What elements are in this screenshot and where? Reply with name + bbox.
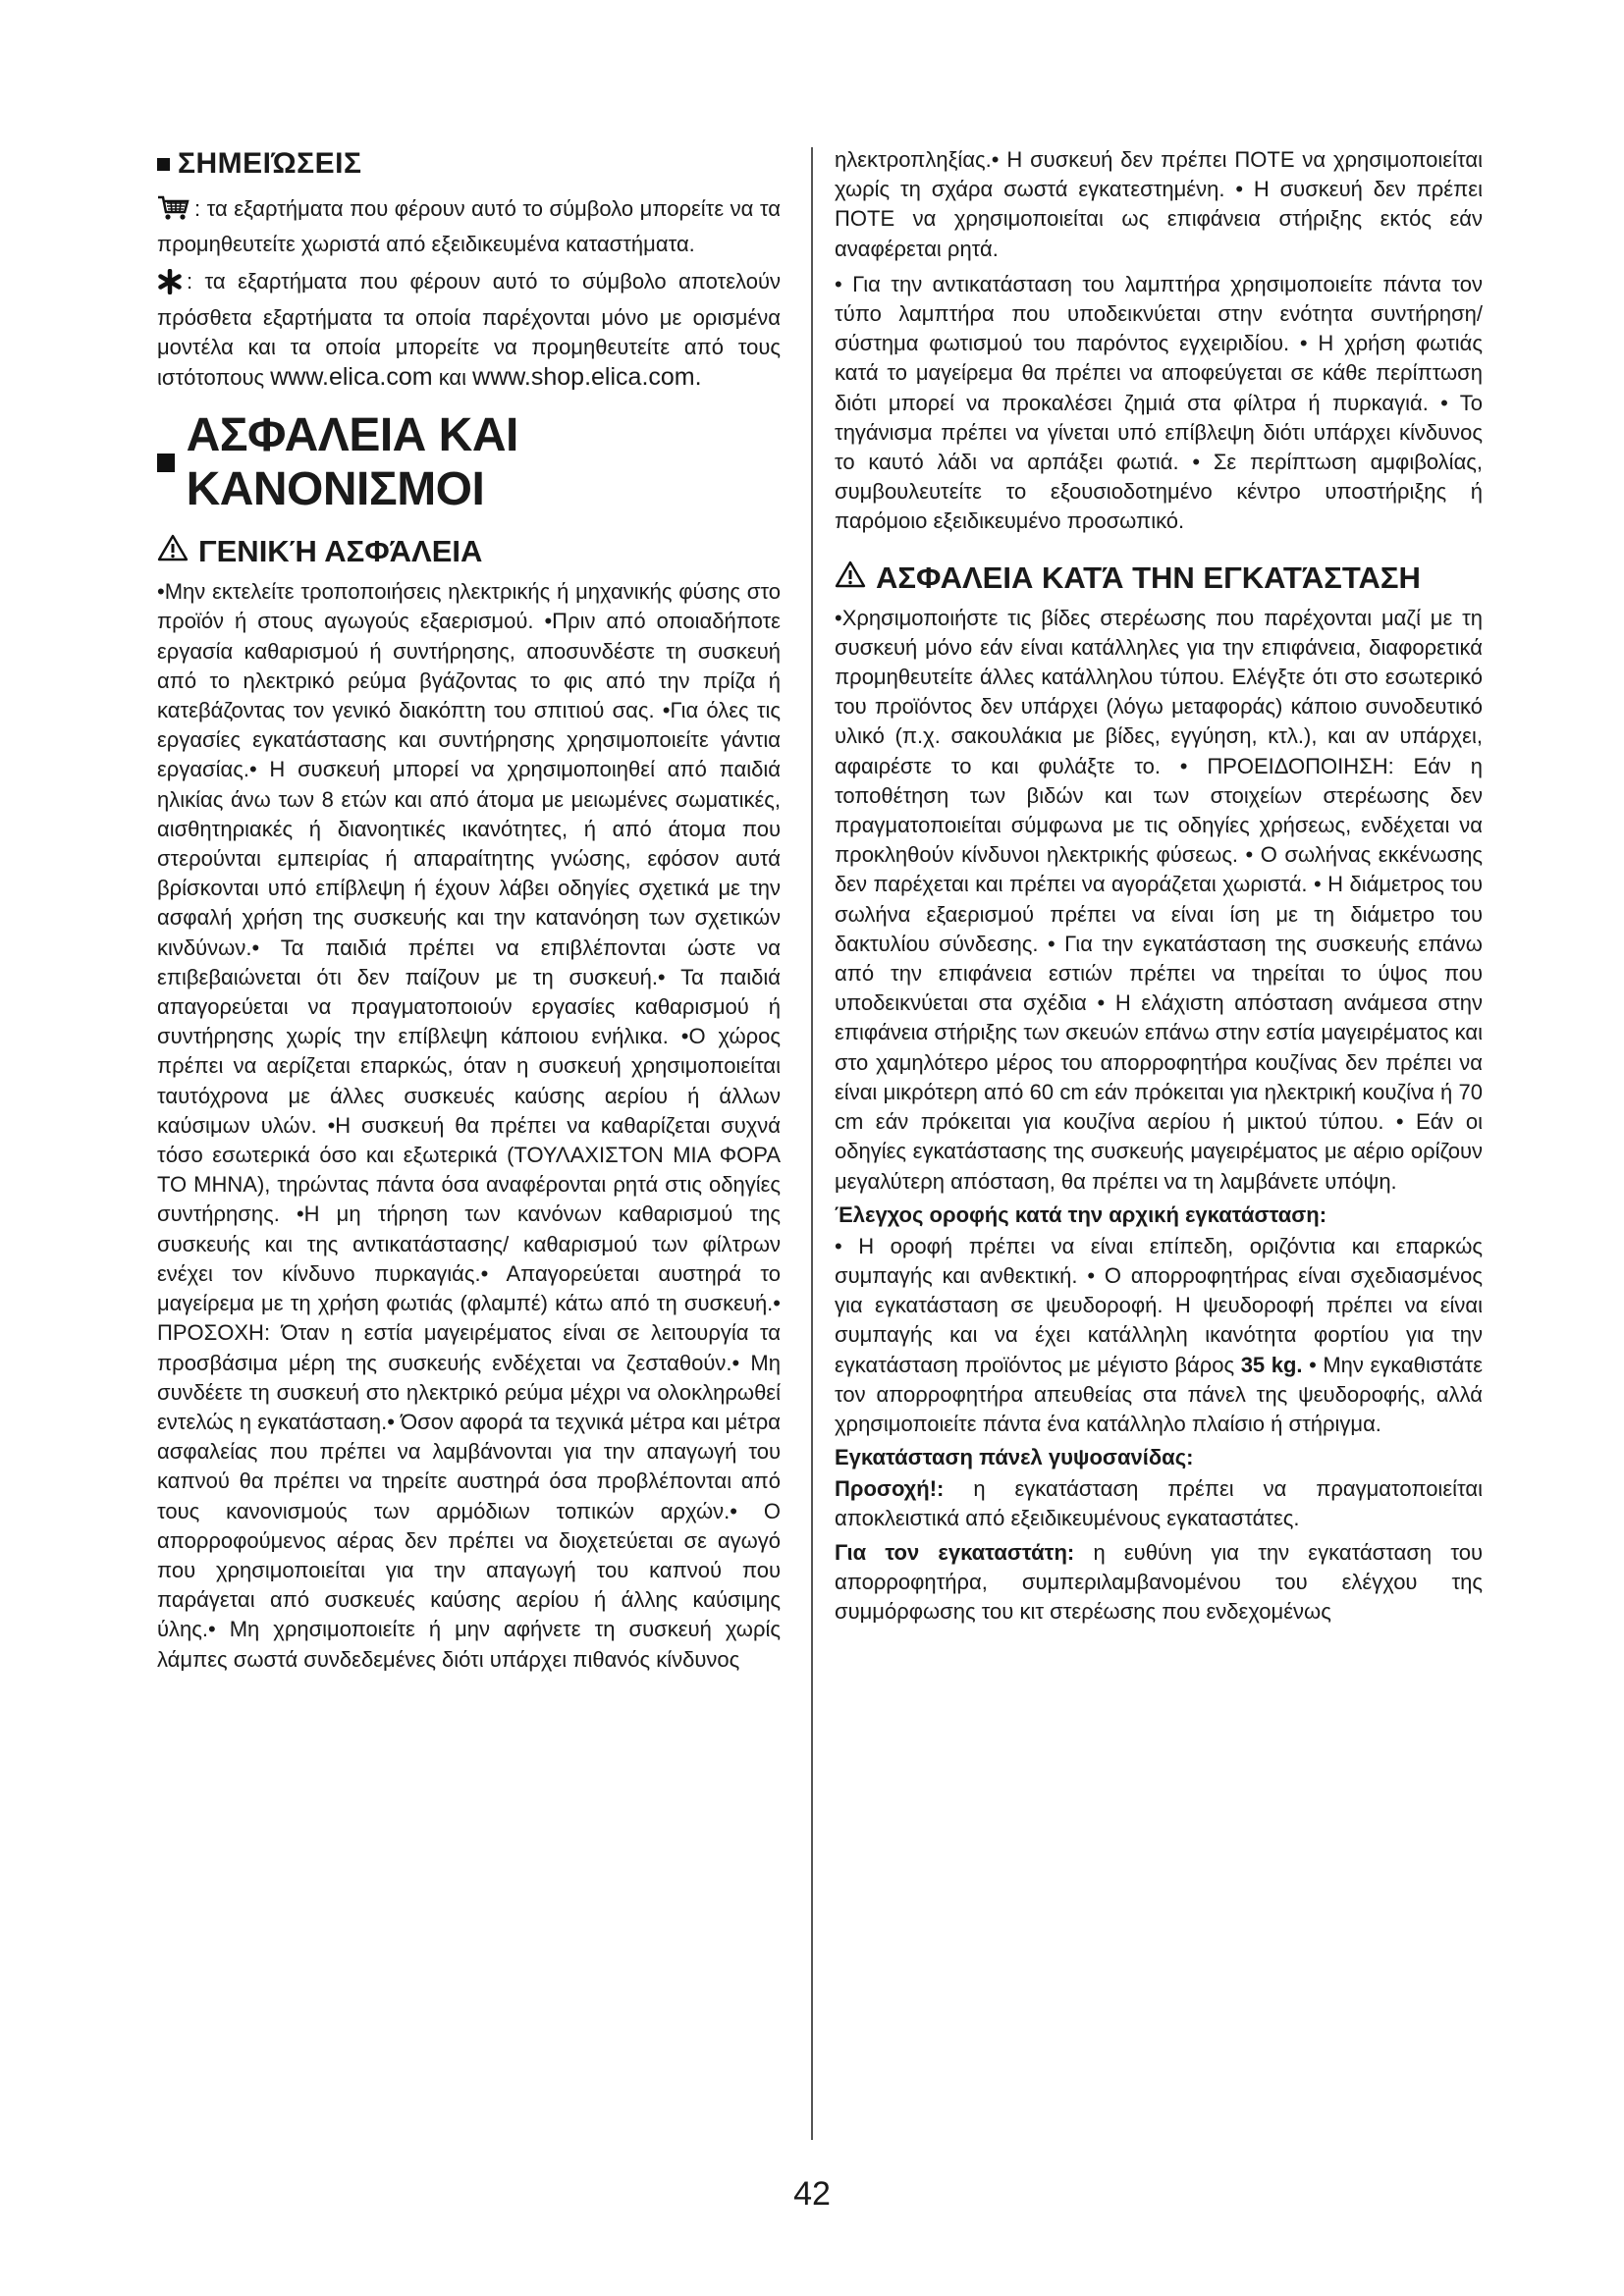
ceiling-check-heading: Έλεγχος οροφής κατά την αρχική εγκατάσταση: (835, 1201, 1327, 1227)
spacer (835, 537, 1483, 561)
warning-triangle-icon (835, 561, 866, 596)
installer-paragraph (835, 1538, 1483, 1628)
installation-safety-heading (835, 561, 1483, 596)
general-safety-text: •Μην εκτελείτε τροποποιήσεις ηλεκτρικής ή μηχανικής φύσης στο προϊόν ή στους αγωγούς εξαερισμού. •Πριν από οποιαδήποτε εργασία καθαρισμού ή συντήρησης, αποσυνδέστε τη συσκευή από το ηλεκτρικό ρεύμα βγάζοντας το φις από την πρίζα ή κατεβάζοντας τον γενικό διακόπτη του σπιτιού σας. •Για όλες τις εργασίες εγκατάστασης και συντήρησης χρησιμοποιείτε γάντια εργασίας.• Η συσκευή μπορεί να χρησιμοποιηθεί από παιδιά ηλικίας άνω των 8 ετών και από άτομα με μειωμένες σωματικές, αισθητηριακές ή διανοητικές ικανότητες, ή από άτομα που στερούνται εμπειρίας ή απαραίτητης γνώσης, εφόσον αυτά βρίσκονται υπό επίβλεψη ή έχουν λάβει οδηγίες σχετικά με την ασφαλή χρήση της συσκευής και την κατανόηση των σχετικών κινδύνων.• Τα παιδιά πρέπει να επιβλέπονται ώστε να επιβεβαιώνεται ότι δεν παίζουν με τη συσκευή.• Τα παιδιά απαγορεύεται να πραγματοποιούν εργασίες καθαρισμού ή συντήρησης χωρίς την επίβλεψη κάποιου ενήλικα. •Ο χώρος πρέπει να αερίζεται επαρκώς, όταν η συσκευή χρησιμοποιείται ταυτόχρονα με άλλες συσκευές καύσης αερίου ή άλλων καύσιμων υλών. •Η συσκευή θα πρέπει να καθαρίζεται συχνά τόσο εσωτερικά όσο και εξωτερικά (ΤΟΥΛΑΧΙΣΤΟΝ ΜΙΑ ΦΟΡΑ ΤΟ ΜΗΝΑ), τηρώντας πάντα όσα αναφέρονται ρητά στις οδηγίες συντήρησης. •Η μη τήρηση των κανόνων καθαρισμού της συσκευής και της αντικατάστασης/ καθαρισμού των φίλτρων ενέχει τον κίνδυνο πυρκαγιάς.• Απαγορεύεται αυστηρά το μαγείρεμα με τη χρήση φωτιάς (φλαμπέ) κάτω από τη συσκευή.• ΠΡΟΣΟΧΗ: Όταν η εστία μαγειρέματος είναι σε λειτουργία τα προσβάσιμα μέρη της συσκευής ενδέχεται να ζεσταθούν.• Μη συνδέετε τη συσκευή στο ηλεκτρικό ρεύμα μέχρι να ολοκληρωθεί εντελώς η εγκατάσταση.• Όσον αφορά τα τεχνικά μέτρα και μέτρα ασφαλείας που πρέπει να λαμβάνονται για την απαγωγή του καπνού θα πρέπει να τηρείτε αυστηρά όσα προβλέπονται από τους κανονισμούς των αρμόδιων τοπικών αρχών.• Ο απορροφούμενος αέρας δεν πρέπει να διοχετεύεται σε αγωγό που χρησιμοποιείται για την απαγωγή του καπνού που παράγεται από συσκευές καύσης αερίου ή άλλης καύσιμης ύλης.• Μη χρησιμοποιείτε ή μην αφήνετε τη συσκευή χωρίς λάμπες σωστά συνδεδεμένες διότι υπάρχει πιθανός κίνδυνος (157, 579, 781, 1672)
general-safety-heading (157, 534, 781, 569)
column-divider (811, 147, 813, 2140)
bullet-square-icon (157, 158, 170, 171)
spacer (157, 259, 781, 267)
star-note (157, 267, 781, 393)
and-word: και (432, 365, 473, 391)
ceiling-text-part-a: • Η οροφή πρέπει να είναι επίπεδη, οριζόντια και επαρκώς συμπαγής και ανθεκτική. • Ο απορροφητήρας είναι σχεδιασμένος για εγκατάσταση σε ψευδοροφή. Η ψευδοροφή πρέπει να είναι συμπαγής και να έχει κατάλληλη ικανότητα φορτίου για την εγκατάσταση προϊόντος με μέγιστο βάρος (835, 1233, 1483, 1377)
ceiling-text-part-b: • Μην εγκαθιστάτε τον απορροφητήρα απευθείας στα πάνελ της ψευδοροφής, αλλά χρησιμοποιείτε πάντα ένα κατάλληλο πλαίσιο ή στήριγμα. (835, 1352, 1484, 1436)
left-column (157, 147, 781, 1675)
right-column (835, 145, 1483, 1627)
elica-shop-link[interactable]: www.shop.elica.com. (472, 363, 702, 392)
elica-site-link[interactable]: www.elica.com (270, 363, 433, 392)
notes-heading (157, 147, 781, 181)
page-number: 42 (793, 2175, 831, 2213)
installer-label: Για τον εγκαταστάτη: (835, 1539, 1075, 1565)
installer-text: η ευθύνη για την εγκατάσταση του απορροφητήρα, συμπεριλαμβανομένου του ελέγχου της συμμόρφωσης του κιτ στερέωσης που ενδεχομένως (835, 1539, 1483, 1624)
lamp-safety-text: • Για την αντικατάσταση του λαμπτήρα χρησιμοποιείτε πάντα τον τύπο λαμπτήρα που υποδεικνύεται στην ενότητα συντήρηση/σύστημα φωτισμού του παρόντος εγχειριδίου. • Η χρήση φωτιάς κατά το μαγείρεμα θα πρέπει να αποφεύγεται σε κάθε περίπτωση διότι μπορεί να προκαλέσει ζημιά στα φίλτρα ή πυρκαγιά. • Το τηγάνισμα πρέπει να γίνεται υπό επίβλεψη διότι υπάρχει κίνδυνος το καυτό λάδι να αρπάξει φωτιά. • Σε περίπτωση αμφιβολίας, συμβουλευτείτε το εξουσιοδοτημένο κέντρο υποστήριξης ή παρόμοιο εξειδικευμένο προσωπικό. (835, 271, 1483, 534)
max-weight-value: 35 kg. (1240, 1352, 1303, 1377)
safety-main-heading (157, 408, 781, 516)
installation-safety-text: •Χρησιμοποιήστε τις βίδες στερέωσης που παρέχονται μαζί με τη συσκευή μόνο εάν είναι κατάλληλες για την επιφάνεια, διαφορετικά προμηθευτείτε άλλες κατάλληλου τύπου. Ελέγξτε ότι στο εσωτερικό του προϊόντος δεν υπάρχει (λόγω μεταφοράς) κάποιο συνοδευτικό υλικό (π.χ. σακουλάκια με βίδες, εγγύηση, κτλ.), και αν υπάρχει, αφαιρέστε το και φυλάξτε το. • ΠΡΟΕΙΔΟΠΟΙΗΣΗ: Εάν η τοποθέτηση των βιδών και των στοιχείων στερέωσης δεν πραγματοποιείται σύμφωνα με τις οδηγίες χρήσεως, ενδέχεται να προκληθούν κίνδυνοι ηλεκτρικής φύσεως. • Ο σωλήνας εκκένωσης δεν παρέχεται και πρέπει να αγοράζεται χωριστά. • Η διάμετρος του σωλήνα εξαερισμού πρέπει να είναι ίση με τη διάμετρο του δακτυλίου σύνδεσης. • Για την εγκατάσταση της συσκευής επάνω από την επιφάνεια εστιών πρέπει να τηρείται το ύψος που υποδεικνύεται στα σχέδια • Η ελάχιστη απόσταση ανάμεσα στην επιφάνεια στήριξης των σκευών επάνω στην εστία μαγειρέματος και στο χαμηλότερο μέρος του απορροφητήρα κουζίνας δεν πρέπει να είναι μικρότερη από 60 cm εάν πρόκειται για ηλεκτρική κουζίνα ή 70 cm εάν πρόκειται για κουζίνα αερίου ή μικτού τύπου. • Εάν οι οδηγίες εγκατάστασης της συσκευής μαγειρέματος με αέριο ορίζουν μεγαλύτερη απόσταση, θα πρέπει να τη λαμβάνετε υπόψη. (835, 605, 1483, 1194)
ceiling-check-text (835, 1232, 1483, 1439)
bullet-square-icon (157, 454, 175, 472)
safety-title: ΑΣΦΑΛΕΙΑ ΚΑΙ ΚΑΝΟΝΙΣΜΟΙ (186, 409, 518, 516)
star-note-text: : τα εξαρτήματα που φέρουν αυτό το σύμβολο αποτελούν πρόσθετα εξαρτήματα τα οποία παρέχονται μόνο με ορισμένα μοντέλα και τα οποία μπορείτε να προμηθευτείτε από τους ιστότοπους (157, 269, 781, 391)
warning-triangle-icon (157, 534, 189, 569)
cart-note (157, 194, 781, 259)
caution-text: η εγκατάσταση πρέπει να πραγματοποιείται αποκλειστικά από εξειδικευμένους εγκαταστάτες. (835, 1476, 1483, 1531)
asterisk-icon (157, 269, 183, 302)
general-safety-title: ΓΕΝΙΚΉ ΑΣΦΆΛΕΙΑ (198, 534, 483, 569)
shopping-cart-icon (157, 194, 190, 230)
plasterboard-panel-heading: Εγκατάσταση πάνελ γυψοσανίδας: (835, 1445, 1194, 1470)
notes-title: ΣΗΜΕΙΏΣΕΙΣ (178, 147, 362, 180)
installation-safety-title: ΑΣΦΑΛΕΙΑ ΚΑΤΆ ΤΗΝ ΕΓΚΑΤΆΣΤΑΣΗ (876, 560, 1421, 595)
caution-label: Προσοχή!: (835, 1476, 945, 1502)
cart-note-text: : τα εξαρτήματα που φέρουν αυτό το σύμβολο μπορείτε να τα προμηθευτείτε χωριστά από εξειδικευμένα καταστήματα. (157, 196, 781, 257)
caution-paragraph (835, 1474, 1483, 1533)
general-safety-text-continued: ηλεκτροπληξίας.• Η συσκευή δεν πρέπει ΠΟΤΕ να χρησιμοποιείται χωρίς τη σχάρα σωστά εγκατεστημένη. • Η συσκευή δεν πρέπει ΠΟΤΕ να χρησιμοποιείται ως επιφάνεια στήριξης εκτός εάν αναφέρεται ρητά. (835, 147, 1483, 261)
